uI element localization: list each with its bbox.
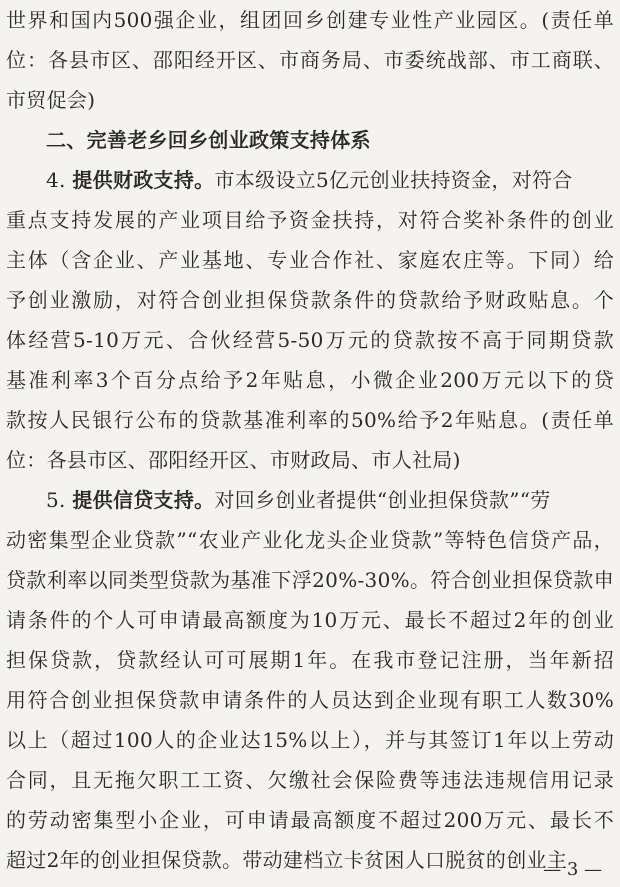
text-line: 动密集型企业贷款”“农业产业化龙头企业贷款”等特色信贷产品， xyxy=(6,528,614,552)
text-line: 超过2年的创业担保贷款。带动建档立卡贫困人口脱贫的创业主 xyxy=(6,848,568,872)
text-line: 位：各县市区、邵阳经开区、市财政局、市人社局) xyxy=(6,448,461,472)
text-line: 予创业激励，对符合创业担保贷款条件的贷款给予财政贴息。个 xyxy=(6,288,614,312)
text-line: 合同，且无拖欠职工工资、欠缴社会保险费等违法违规信用记录 xyxy=(6,768,614,792)
item-number: 5. xyxy=(46,488,66,512)
page-number: — 3 — xyxy=(543,859,602,880)
text-line: 世界和国内500强企业，组团回乡创建专业性产业园区。(责任单 xyxy=(6,8,614,32)
text-line: 重点支持发展的产业项目给予资金扶持，对符合奖补条件的创业 xyxy=(6,208,614,232)
item-lead: 提供信贷支持。 xyxy=(72,488,215,512)
text-line: 款按人民银行公布的贷款基准利率的50%给予2年贴息。(责任单 xyxy=(6,408,614,432)
text-line: 位：各县市区、邵阳经开区、市商务局、市委统战部、市工商联、 xyxy=(6,48,614,72)
text-line: 担保贷款，贷款经认可可展期1年。在我市登记注册，当年新招 xyxy=(6,648,614,672)
text-line: 体经营5-10万元、合伙经营5-50万元的贷款按不高于同期贷款 xyxy=(6,328,614,352)
section-heading: 二、完善老乡回乡创业政策支持体系 xyxy=(46,128,371,152)
item-4-line xyxy=(46,168,614,192)
item-text: 对回乡创业者提供“创业担保贷款”“劳 xyxy=(214,488,551,512)
text-line: 以上（超过100人的企业达15%以上），并与其签订1年以上劳动 xyxy=(6,728,614,752)
item-lead: 提供财政支持。 xyxy=(72,168,215,192)
text-line: 用符合创业担保贷款申请条件的人员达到企业现有职工人数30% xyxy=(6,688,614,712)
text-line: 市贸促会) xyxy=(6,88,96,112)
text-line: 请条件的个人可申请最高额度为10万元、最长不超过2年的创业 xyxy=(6,608,614,632)
item-number: 4. xyxy=(46,168,66,192)
item-text: 市本级设立5亿元创业扶持资金，对符合 xyxy=(214,168,573,192)
text-line: 贷款利率以同类型贷款为基准下浮20%-30%。符合创业担保贷款申 xyxy=(6,568,614,592)
text-line: 基准利率3个百分点给予2年贴息，小微企业200万元以下的贷 xyxy=(6,368,614,392)
text-line: 主体（含企业、产业基地、专业合作社、家庭农庄等。下同）给 xyxy=(6,248,614,272)
text-line: 的劳动密集型小企业，可申请最高额度不超过200万元、最长不 xyxy=(6,808,614,832)
item-5-line xyxy=(46,488,614,512)
